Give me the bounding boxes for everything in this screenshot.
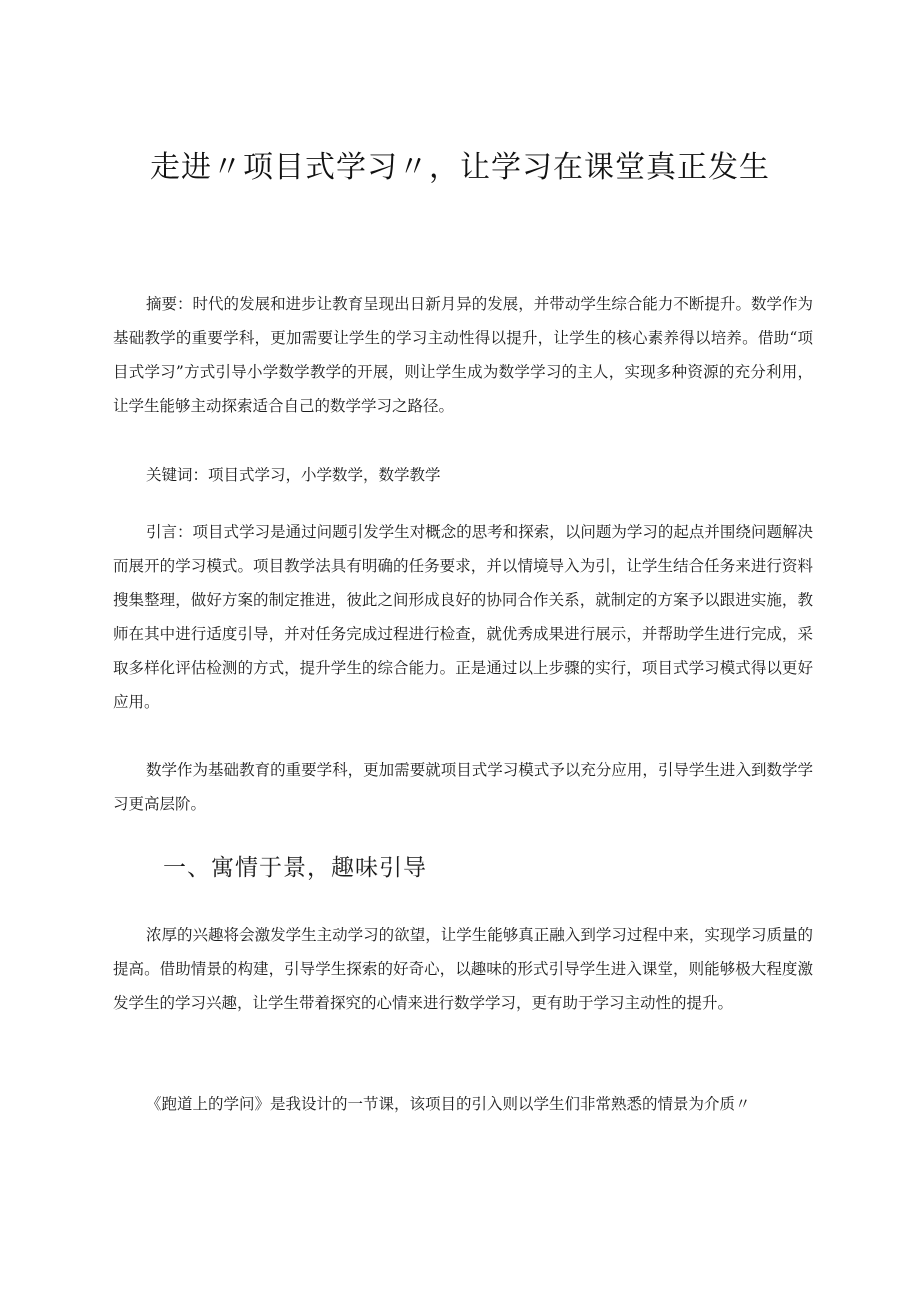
section-heading: 一、寓情于景，趣味引导 (163, 855, 427, 881)
introduction-paragraph: 引言：项目式学习是通过问题引发学生对概念的思考和探索，以问题为学习的起点并围绕问题解决而展开的学习模式。项目教学法具有明确的任务要求，并以情境导入为引，让学生结合任务来进行资料搜集整理，做好方案的制定推进，彼此之间形成良好的协同合作关系，就制定的方案予以跟进实施，教师在其中进行适度引导，并对任务完成过程进行检查，就优秀成果进行展示，并帮助学生进行完成，采取多样化评估检测的方式，提升学生的综合能力。正是通过以上步骤的实行，项目式学习模式得以更好应用。 (113, 523, 813, 711)
document-title: 走进〃项目式学习〃，让学习在课堂真正发生 (150, 150, 770, 185)
keywords-paragraph: 关键词：项目式学习，小学数学，数学教学 (146, 466, 441, 484)
interest-paragraph: 浓厚的兴趣将会激发学生主动学习的欲望，让学生能够真正融入到学习过程中来，实现学习质量的提高。借助情景的构建，引导学生探索的好奇心，以趣味的形式引导学生进入课堂，则能够极大程度激发学生的学习兴趣，让学生带着探究的心情来进行数学学习，更有助于学习主动性的提升。 (113, 926, 813, 1012)
lesson-paragraph: 《跑道上的学问》是我设计的一节课，该项目的引入则以学生们非常熟悉的情景为介质〃 (146, 1095, 751, 1113)
abstract-paragraph: 摘要：时代的发展和进步让教育呈现出日新月异的发展，并带动学生综合能力不断提升。数学作为基础教学的重要学科，更加需要让学生的学习主动性得以提升，让学生的核心素养得以培养。借助“项目式学习”方式引导小学数学教学的开展，则让学生成为数学学习的主人，实现多种资源的充分利用，让学生能够主动探索适合自己的数学学习之路径。 (113, 295, 813, 415)
math-importance-paragraph: 数学作为基础教育的重要学科，更加需要就项目式学习模式予以充分应用，引导学生进入到数学学习更高层阶。 (113, 761, 813, 813)
